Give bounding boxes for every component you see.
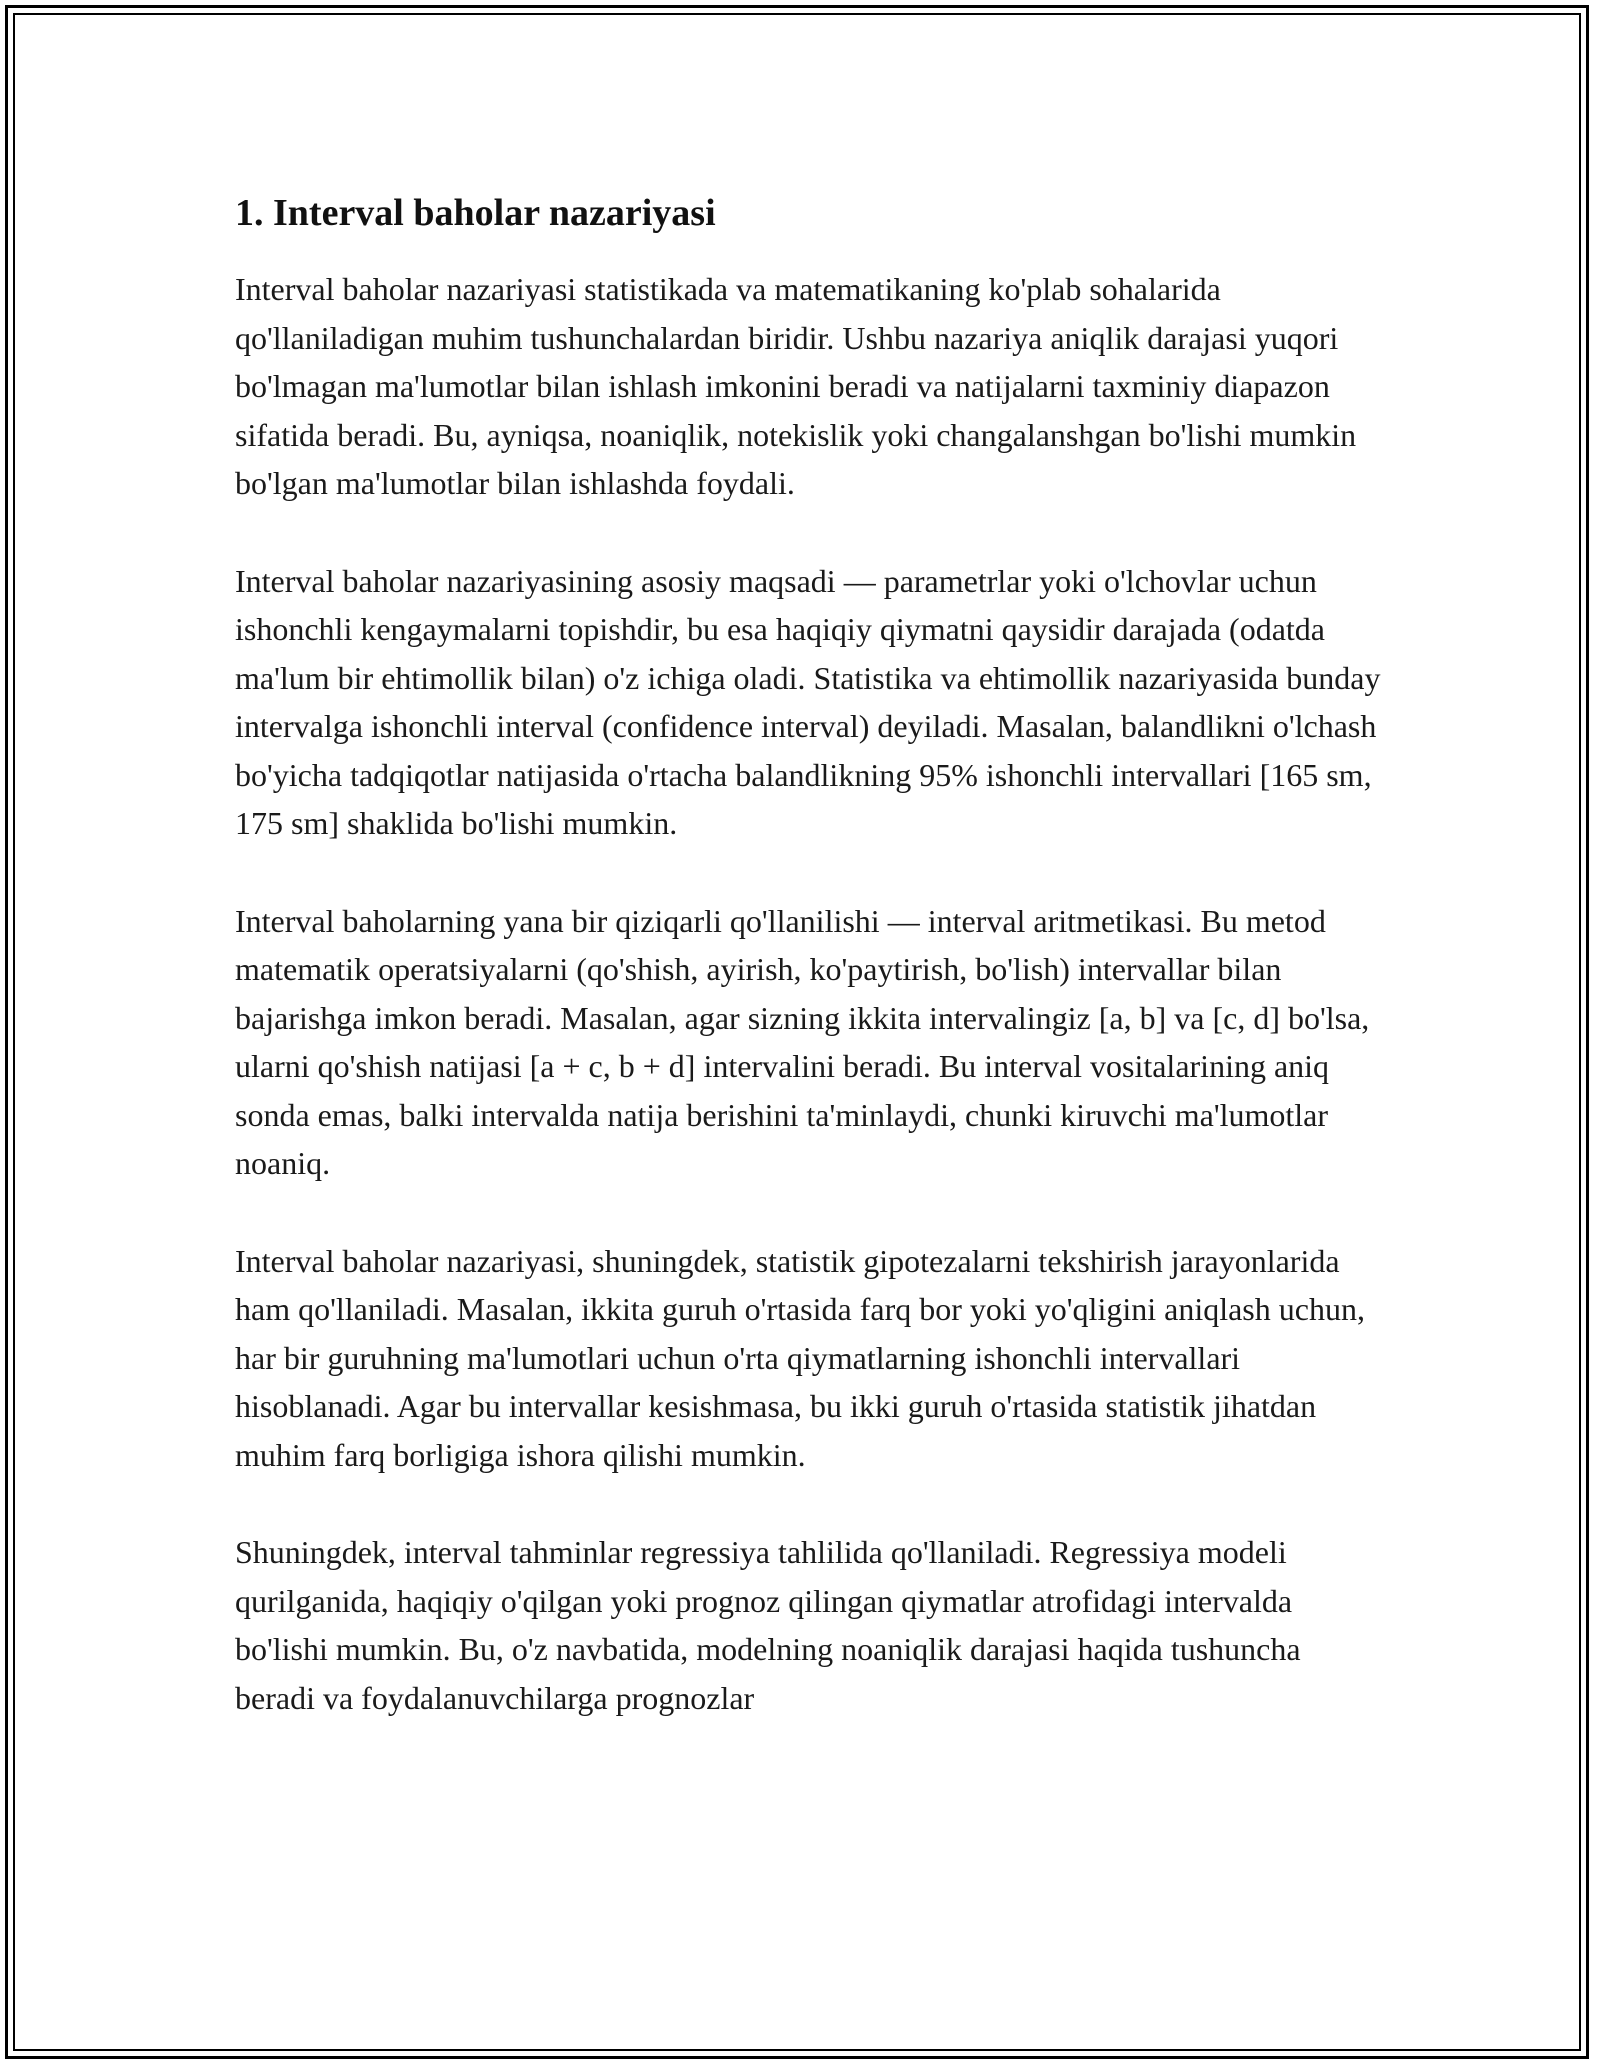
page-title: 1. Interval baholar nazariyasi (235, 192, 716, 234)
paragraph-hypothesis-testing: Interval baholar nazariyasi, shuningdek, statistik gipotezalarni tekshirish jarayonlarida ham qo'llaniladi. Masalan, ikkita guruh o'rtasida farq bor yoki yo'qligini aniqlash uchun, har bir guruhning ma'lumotlari uchun o'rta qiymatlarning ishonchli intervallari hisoblanadi. Agar bu intervallar kesishmasa, bu ikki guruh o'rtasida statistik jihatdan muhim farq borligiga ishora qilishi mumkin. (235, 1242, 1365, 1473)
paragraph-intro: Interval baholar nazariyasi statistikada va matematikaning ko'plab sohalarida qo'llaniladigan muhim tushunchalardan biridir. Ushbu nazariya aniqlik darajasi yuqori bo'lmagan ma'lumotlar bilan ishlash imkonini beradi va natijalarni taxminiy diapazon sifatida beradi. Bu, ayniqsa, noaniqlik, notekislik yoki changalanshgan bo'lishi mumkin bo'lgan ma'lumotlar bilan ishlashda foydali. (235, 271, 1357, 501)
paragraph-regression: Shuningdek, interval tahminlar regressiya tahlilida qo'llaniladi. Regressiya modeli qurilganida, haqiqiy o'qilgan yoki prognoz qilingan qiymatlar atrofidagi intervalda bo'lishi mumkin. Bu, o'z navbatida, modelning noaniqlik darajasi haqida tushuncha beradi va foydalanuvchilarga prognozlar (235, 1534, 1301, 1716)
paragraph-interval-arithmetic: Interval baholarning yana bir qiziqarli qo'llanilishi — interval aritmetikasi. Bu metod matematik operatsiyalarni (qo'shish, ayirish, ko'paytirish, bo'lish) intervallar bilan bajarishga imkon beradi. Masalan, agar sizning ikkita intervalingiz [a, b] va [c, d] bo'lsa, ularni qo'shish natijasi [a + c, b + d] intervalini beradi. Bu interval vositalarining aniq sonda emas, balki intervalda natija berishini ta'minlaydi, chunki kiruvchi ma'lumotlar noaniq. (235, 902, 1370, 1181)
paragraph-goal: Interval baholar nazariyasining asosiy maqsadi — parametrlar yoki o'lchovlar uchun ishonchli kengaymalarni topishdir, bu esa haqiqiy qiymatni qaysidir darajada (odatda ma'lum bir ehtimollik bilan) o'z ichiga oladi. Statistika va ehtimollik nazariyasida bunday intervalga ishonchli interval (confidence interval) deyiladi. Masalan, balandlikni o'lchash bo'yicha tadqiqotlar natijasida o'rtacha balandlikning 95% ishonchli intervallari [165 sm, 175 sm] shaklida bo'lishi mumkin. (235, 562, 1381, 841)
document-body (235, 185, 1385, 1771)
